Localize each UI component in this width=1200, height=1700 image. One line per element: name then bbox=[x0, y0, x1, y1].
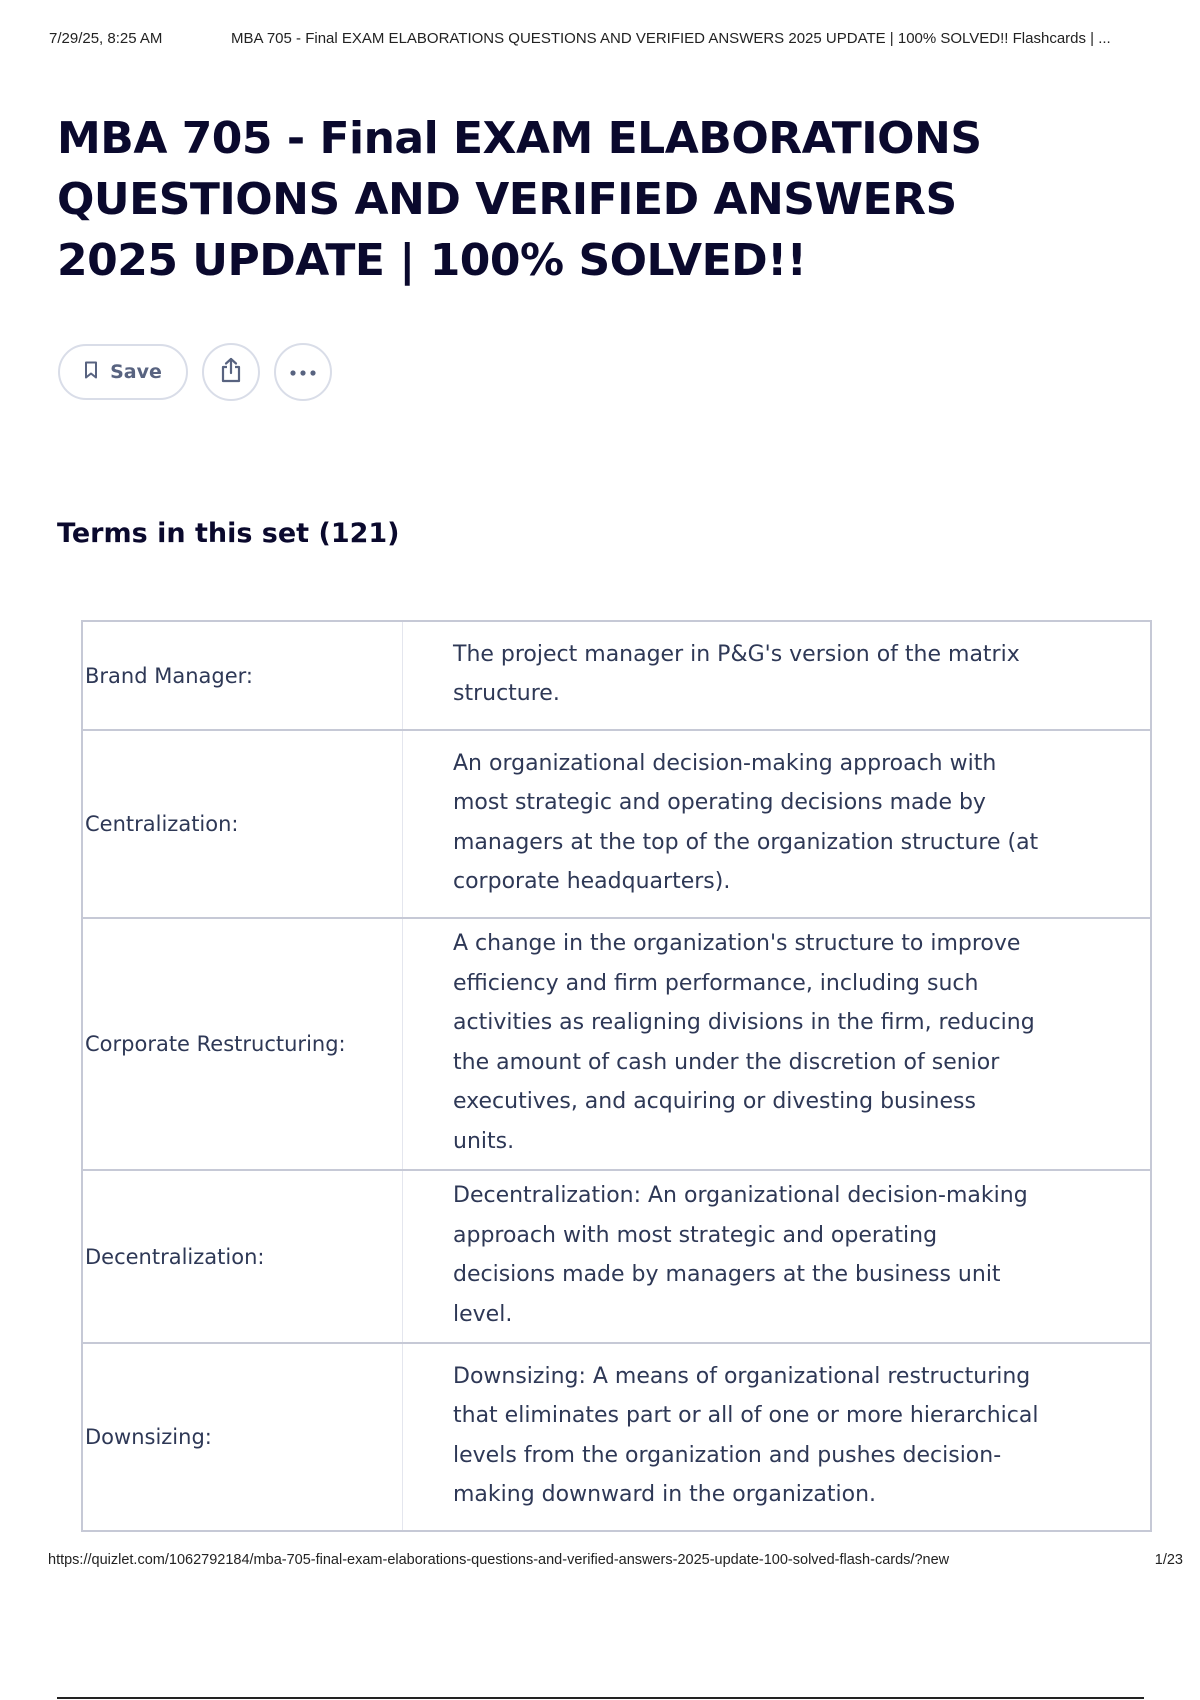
term-text: Decentralization: bbox=[85, 1244, 265, 1269]
definition-text: A change in the organization's structure to improve efficiency and firm performance, including such activities as realigning divisions in the firm, reducing the amount of cash under the discretion of senior executives, and acquiring or divesting business units. bbox=[453, 931, 1035, 1154]
terms-table bbox=[81, 620, 1152, 1532]
save-label: Save bbox=[110, 361, 162, 383]
term-cell bbox=[82, 1170, 403, 1343]
share-icon bbox=[219, 357, 243, 388]
terms-heading: Terms in this set (121) bbox=[57, 518, 400, 549]
definition-cell bbox=[403, 1170, 1151, 1343]
set-title: MBA 705 - Final EXAM ELABORATIONS QUESTIONS AND VERIFIED ANSWERS 2025 UPDATE | 100% SOLVED!! bbox=[57, 113, 982, 286]
term-text: Centralization: bbox=[85, 812, 239, 836]
term-text: Brand Manager: bbox=[85, 663, 253, 688]
more-icon bbox=[290, 363, 316, 381]
more-options-button[interactable] bbox=[274, 343, 332, 401]
table-row bbox=[82, 730, 1151, 918]
definition-text: Downsizing: A means of organizational restructuring that eliminates part or all of one or more hierarchical levels from the organization and pushes decision-making downward in the organization. bbox=[453, 1363, 1039, 1507]
table-row bbox=[82, 918, 1151, 1170]
table-row bbox=[82, 1170, 1151, 1343]
print-date: 7/29/25, 8:25 AM bbox=[49, 30, 163, 47]
definition-cell bbox=[403, 621, 1151, 730]
table-row bbox=[82, 1343, 1151, 1531]
definition-text: An organizational decision-making approach with most strategic and operating decisions made by managers at the top of the organization structure (at corporate headquarters). bbox=[453, 750, 1039, 894]
share-button[interactable] bbox=[202, 343, 260, 401]
divider bbox=[57, 1697, 1144, 1699]
table-row bbox=[82, 621, 1151, 730]
page-url: https://quizlet.com/1062792184/mba-705-final-exam-elaborations-questions-and-verified-answers-2025-update-100-solved-flash-cards/?new bbox=[48, 1552, 950, 1568]
term-cell bbox=[82, 918, 403, 1170]
definition-text: The project manager in P&G's version of the matrix structure. bbox=[453, 641, 1020, 706]
term-cell bbox=[82, 621, 403, 730]
print-footer bbox=[48, 1552, 1183, 1568]
definition-cell bbox=[403, 918, 1151, 1170]
term-text: Downsizing: bbox=[85, 1425, 212, 1449]
print-doc-title: MBA 705 - Final EXAM ELABORATIONS QUESTIONS AND VERIFIED ANSWERS 2025 UPDATE | 100% SOLVED!! Flashcards | ... bbox=[231, 30, 1111, 47]
print-header bbox=[49, 30, 1179, 47]
term-cell bbox=[82, 730, 403, 918]
definition-cell bbox=[403, 1343, 1151, 1531]
definition-cell bbox=[403, 730, 1151, 918]
term-text: Corporate Restructuring: bbox=[85, 1032, 346, 1056]
bookmark-icon bbox=[84, 361, 98, 384]
page-number: 1/23 bbox=[1154, 1552, 1183, 1568]
definition-text: Decentralization: An organizational decision-making approach with most strategic and operating decisions made by managers at the business unit level. bbox=[453, 1183, 1028, 1327]
term-cell bbox=[82, 1343, 403, 1531]
set-actions bbox=[58, 343, 332, 401]
save-button[interactable] bbox=[58, 344, 188, 400]
